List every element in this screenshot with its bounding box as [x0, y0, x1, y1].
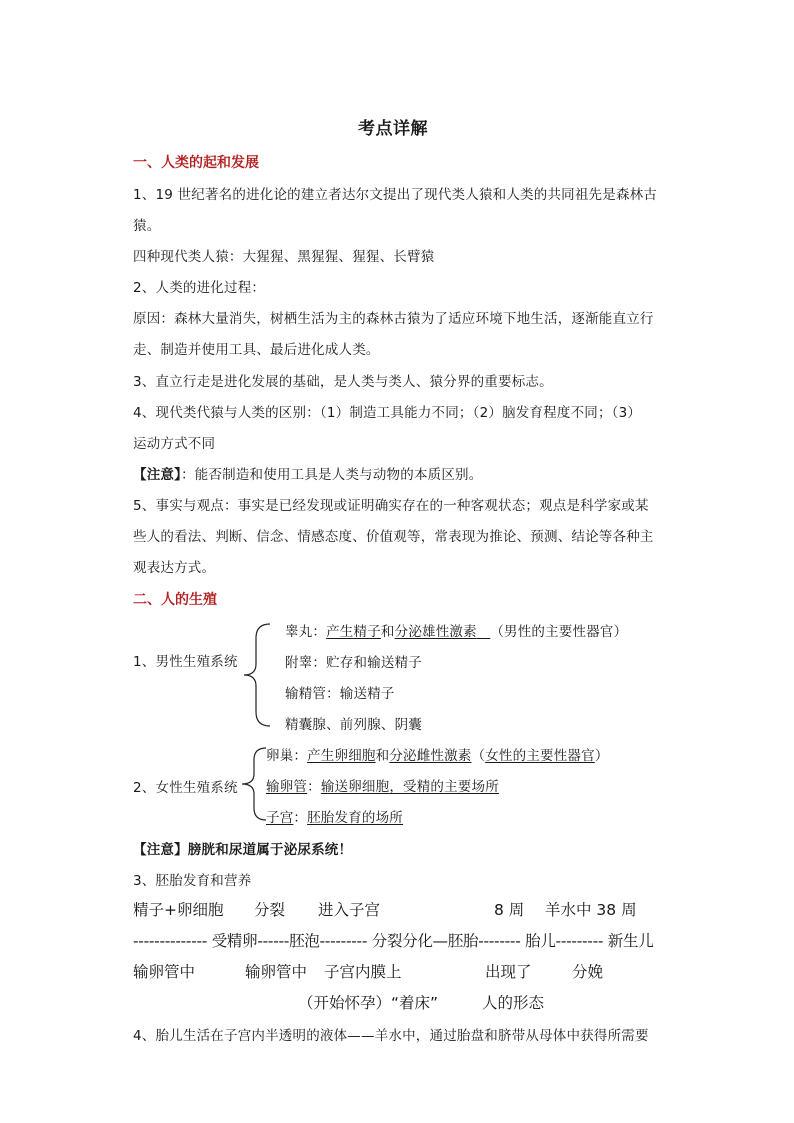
oviduct-fertilization: ，受精的主要场所 [389, 779, 499, 795]
page-title: 考点详解 [358, 119, 428, 139]
paragraph-embryo: 3、胚胎发育和营养 [133, 873, 252, 889]
flow-38-weeks: 羊水中 38 周 [545, 901, 637, 919]
uterus-name: 子宫 [266, 810, 294, 826]
ovary-note: 女性的主要性器官 [485, 748, 595, 764]
ovary-note-open: （ [471, 748, 486, 764]
ovary-hormone: 分泌雌性激素 [389, 748, 472, 764]
flow-division: 分裂 [254, 901, 286, 919]
flow-enter-uterus: 进入子宫 [318, 901, 381, 919]
male-brace [242, 620, 272, 730]
cause-line-1: 原因：森林大量消失，树栖生活为主的森林古猿为了适应环境下地生活，逐渐能直立行 [133, 311, 654, 327]
testis-hormone: 分泌雄性激素 [394, 624, 477, 640]
female-system-label: 2、女性生殖系统 [133, 780, 238, 796]
testis-line [285, 620, 627, 640]
paragraph-5-line-1: 5、事实与观点：事实是已经发现或证明确实存在的一种客观状态；观点是科学家或某 [133, 498, 649, 514]
male-system-label: 1、男性生殖系统 [133, 654, 238, 670]
oviduct-name: 输卵管 [266, 779, 308, 795]
testis-and: 和 [380, 624, 395, 640]
testis-sperm: 产生精子 [326, 624, 381, 640]
uterus-line [266, 806, 403, 826]
paragraph-2: 2、人类的进化过程： [133, 280, 266, 296]
flow-implantation: （开始怀孕）“着床” [298, 994, 439, 1012]
uterus-colon: ： [293, 810, 308, 826]
paragraph-5-line-3: 观表达方式。 [133, 560, 216, 576]
glands-line: 精囊腺、前列腺、阴囊 [285, 717, 422, 733]
oviduct-line [266, 775, 499, 795]
ovary-line [266, 744, 609, 764]
paragraph-1-line-1: 1、19 世纪著名的进化论的建立者达尔文提出了现代类人猿和人类的共同祖先是森林古 [133, 187, 658, 203]
note-1 [133, 463, 482, 483]
ovary-note-close: ） [594, 748, 609, 764]
apes-list: 四种现代类人猿：大猩猩、黑猩猩、猩猩、长臂猿 [133, 249, 435, 265]
epididymis-line: 附睾：贮存和输送精子 [285, 655, 422, 671]
flow-oviduct-2: 输卵管中 [245, 963, 308, 981]
section-heading-origin: 一、人类的起和发展 [133, 155, 259, 171]
flow-endometrium: 子宫内膜上 [324, 963, 402, 981]
testis-prefix: 睾丸： [285, 624, 327, 640]
paragraph-5-line-2: 些人的看法、判断、信念、情感态度、价值观等，常表现为推论、预测、结论等各种主 [133, 529, 654, 545]
paragraph-4-line-1: 4、现代类代猿与人类的区别：（1）制造工具能力不同；（2）脑发育程度不同；（3） [133, 405, 642, 421]
flow-8-weeks: 8 周 [494, 901, 525, 919]
testis-note: （男性的主要性器官） [490, 624, 628, 640]
flow-sperm-egg: 精子+卵细胞 [133, 901, 224, 919]
ovary-egg: 产生卵细胞 [307, 748, 376, 764]
ovary-prefix: 卵巢： [266, 748, 308, 764]
ovary-and: 和 [375, 748, 390, 764]
flow-appeared: 出现了 [485, 963, 532, 981]
oviduct-colon: ： [307, 779, 321, 795]
paragraph-3: 3、直立行走是进化发展的基础，是人类与类人、猿分界的重要标志。 [133, 374, 553, 390]
flow-stages: -------------- 受精卵------胚泡--------- 分裂分化—胚胎-------- 胎儿--------- 新生儿 [133, 932, 654, 950]
note-1-label: 【注意】 [133, 467, 182, 483]
flow-delivery: 分娩 [572, 963, 604, 981]
flow-human-form: 人的形态 [482, 994, 545, 1012]
flow-oviduct-1: 输卵管中 [133, 963, 196, 981]
section-heading-reproduction: 二、人的生殖 [133, 592, 217, 608]
paragraph-4-line-2: 运动方式不同 [133, 436, 216, 452]
note-2: 【注意】膀胱和尿道属于泌尿系统！ [133, 842, 353, 858]
oviduct-transport: 输送卵细胞 [320, 779, 390, 795]
paragraph-1-line-2: 猿。 [133, 218, 161, 234]
note-1-text: ：能否制造和使用工具是人类与动物的本质区别。 [181, 467, 483, 483]
uterus-function: 胚胎发育的场所 [307, 810, 404, 826]
paragraph-amniotic: 4、胎儿生活在子宫内半透明的液体——羊水中，通过胎盘和脐带从母体中获得所需要 [133, 1028, 649, 1044]
cause-line-2: 走、制造并使用工具、最后进化成人类。 [133, 342, 380, 358]
vas-deferens-line: 输精管：输送精子 [285, 686, 395, 702]
